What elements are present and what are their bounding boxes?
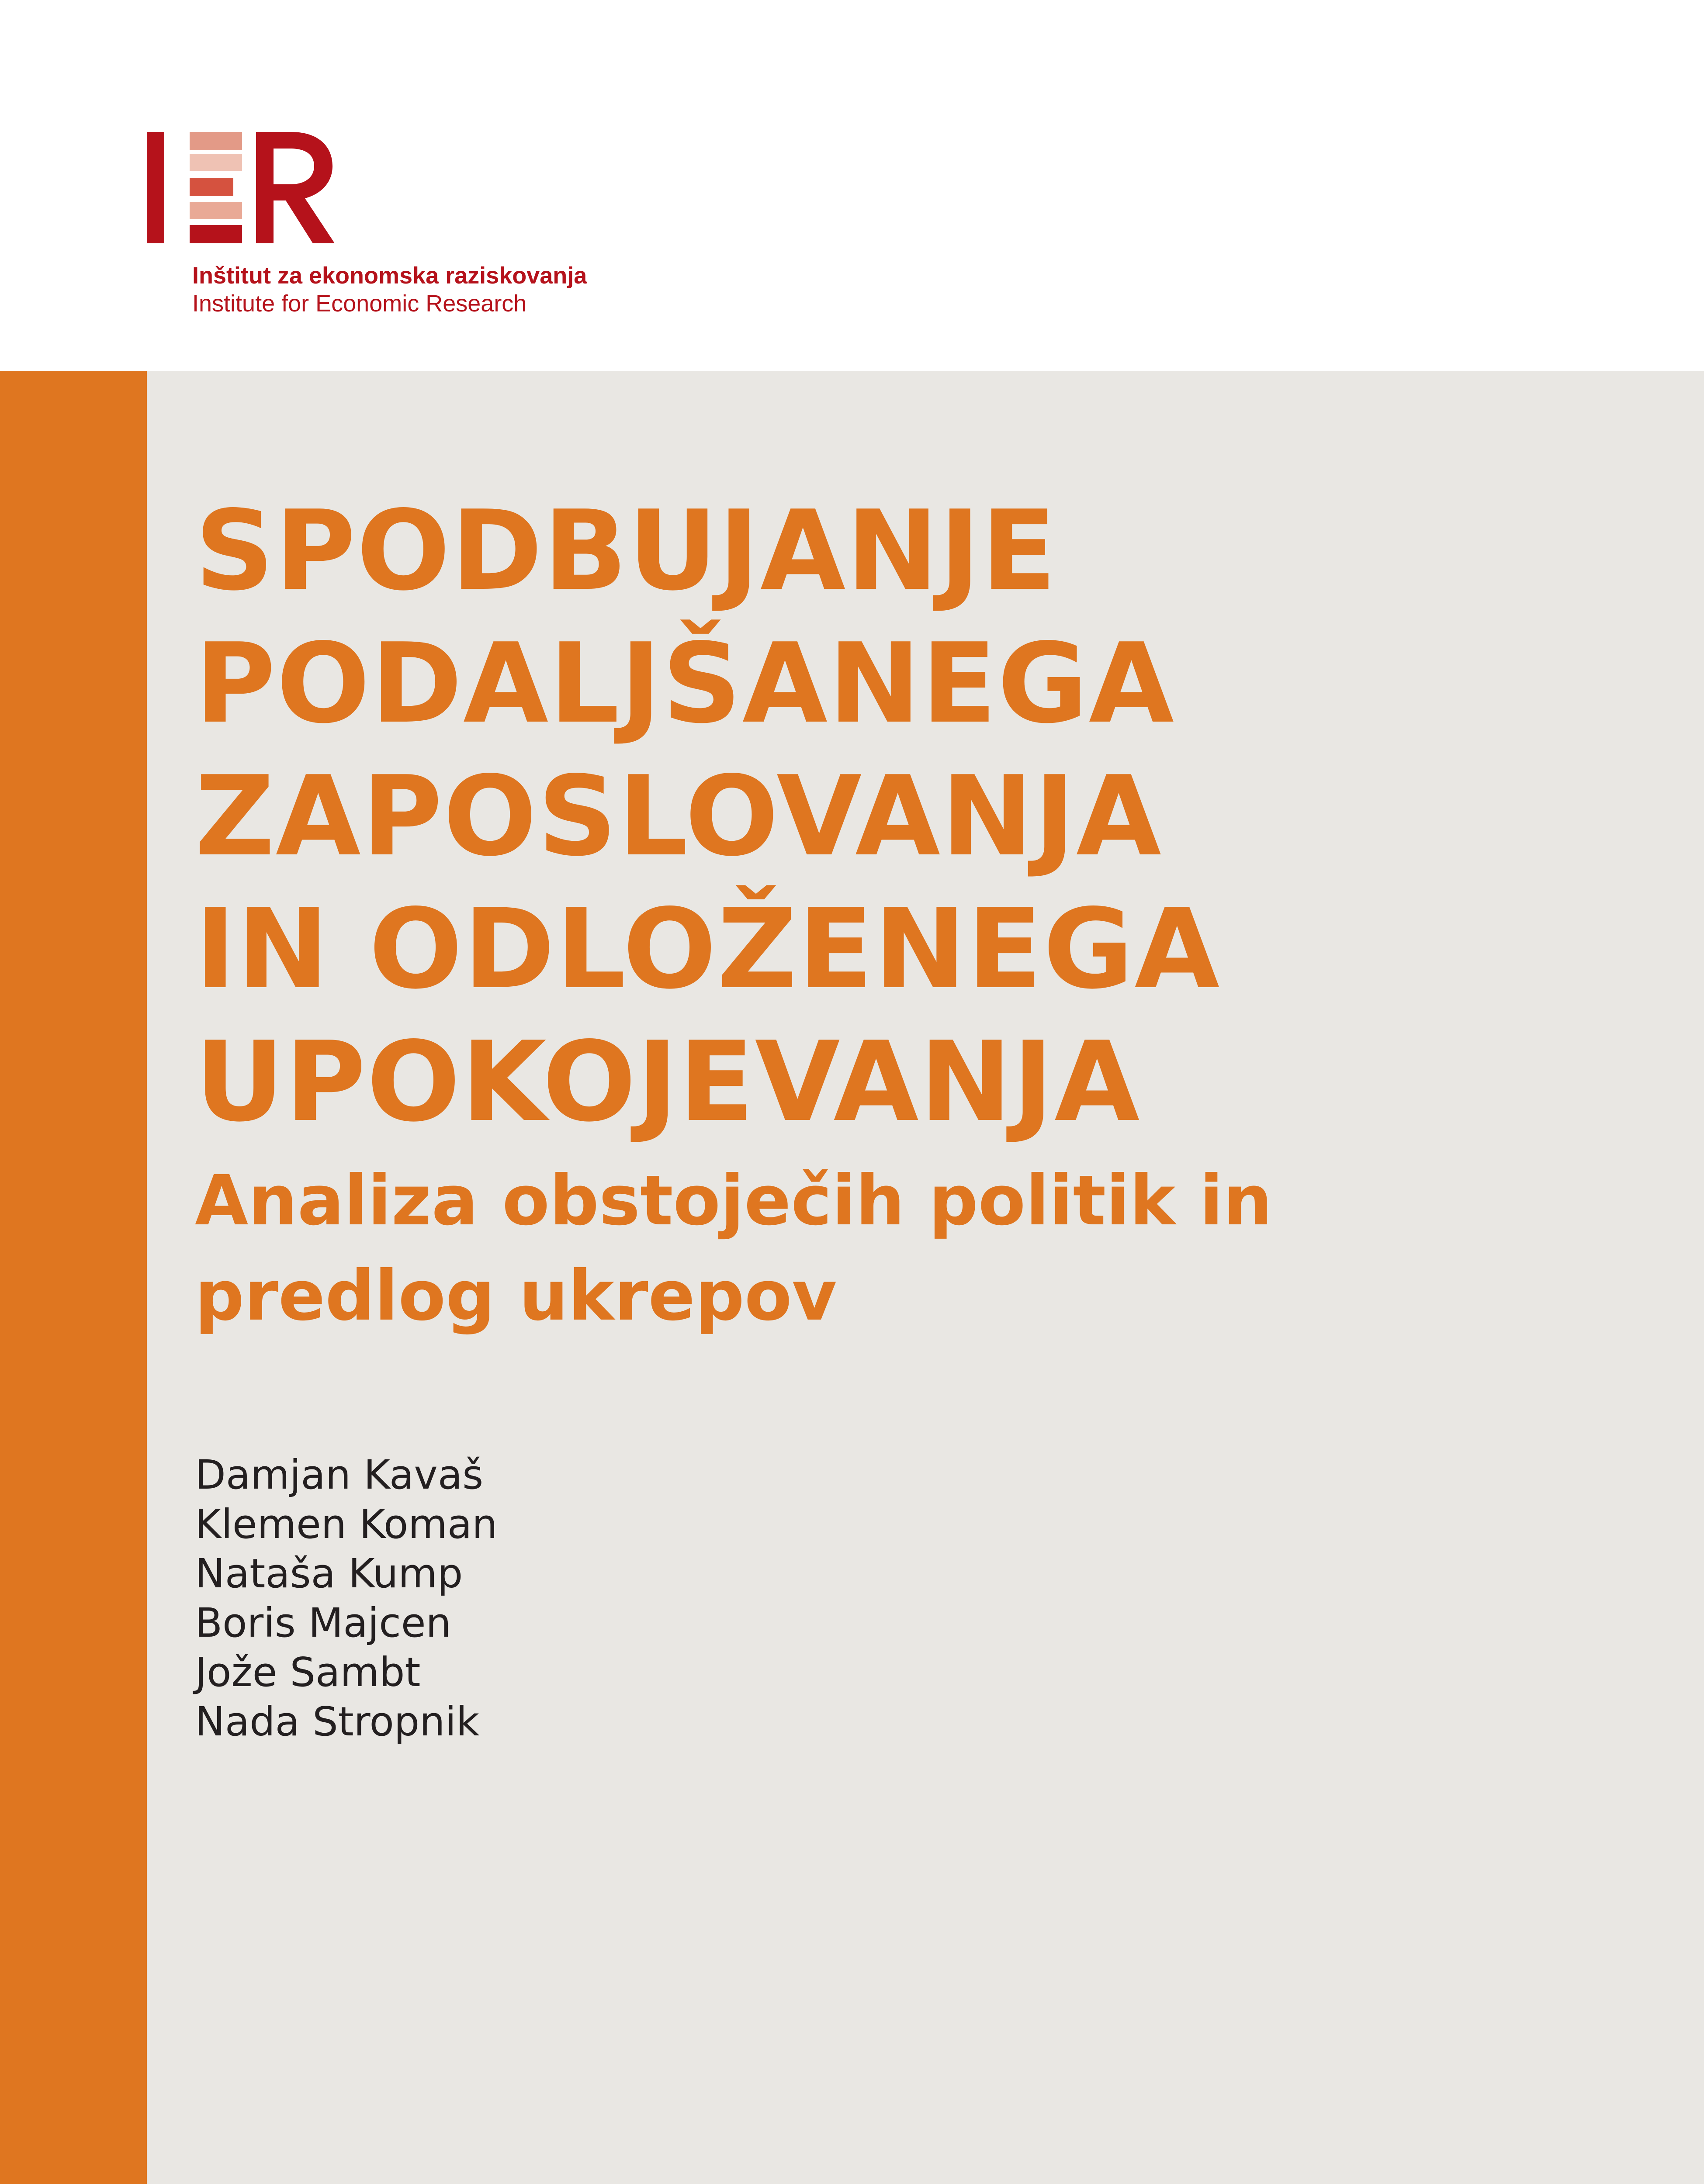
subtitle-line: Analiza obstoječih politik in — [195, 1161, 1273, 1241]
author-name: Jože Sambt — [195, 1649, 421, 1696]
author-list — [195, 1450, 498, 1746]
title-line: UPOKOJEVANJA — [195, 1018, 1141, 1146]
title-line: PODALJŠANEGA — [195, 620, 1175, 748]
author-name: Nada Stropnik — [195, 1698, 480, 1745]
institute-name-en: Institute for Economic Research — [192, 290, 527, 317]
ier-logo — [147, 132, 383, 245]
cover-accent-band — [0, 371, 147, 2184]
author-name: Klemen Koman — [195, 1501, 498, 1548]
author-name: Nataša Kump — [195, 1550, 463, 1597]
page-title — [195, 485, 1637, 1149]
subtitle-line: predlog ukrepov — [195, 1256, 837, 1336]
ier-logo-mark — [147, 132, 383, 245]
institute-name-sl: Inštitut za ekonomska raziskovanja — [192, 263, 587, 289]
title-line: ZAPOSLOVANJA — [195, 753, 1162, 881]
title-line: IN ODLOŽENEGA — [195, 885, 1221, 1013]
title-line: SPODBUJANJE — [195, 487, 1057, 615]
subtitle — [195, 1153, 1637, 1344]
author-name: Damjan Kavaš — [195, 1451, 484, 1498]
author-name: Boris Majcen — [195, 1600, 451, 1646]
